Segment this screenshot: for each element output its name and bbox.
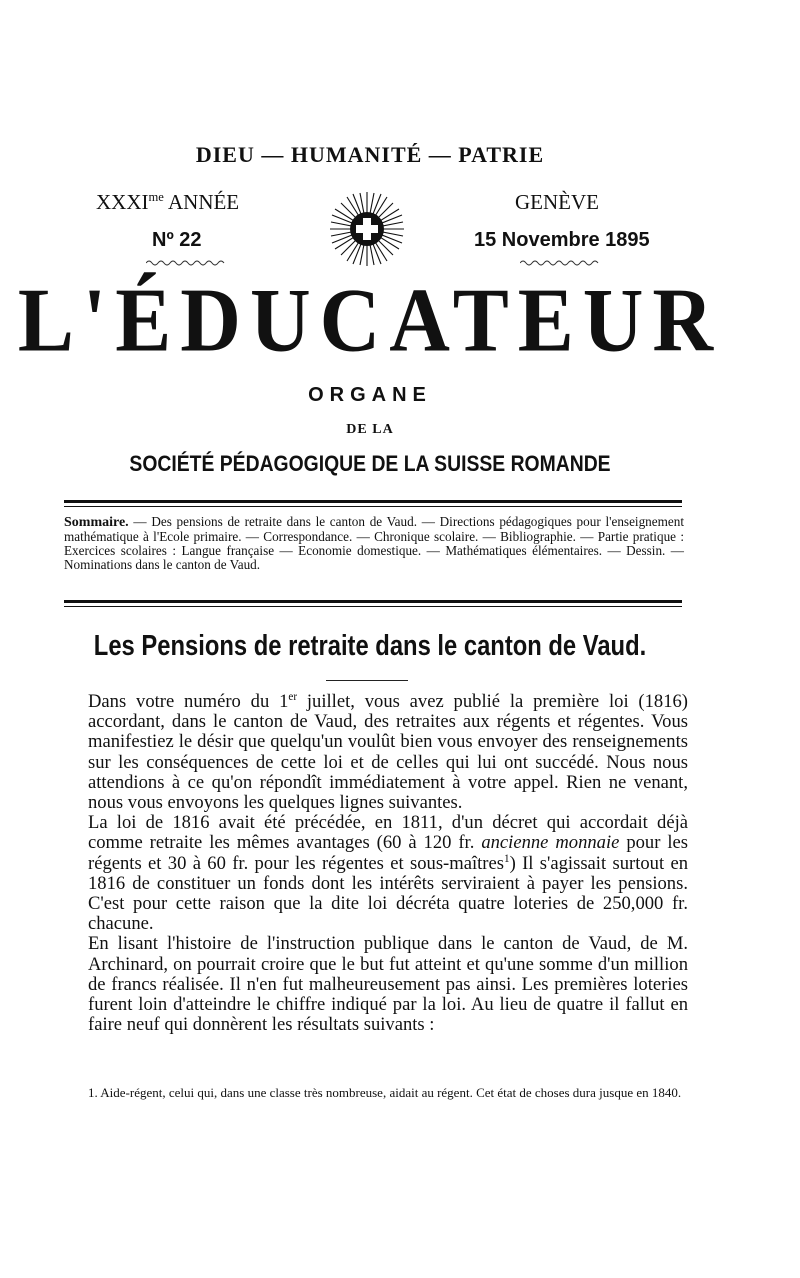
summary xyxy=(64,515,684,572)
divider-top-thin xyxy=(64,506,682,507)
p2-before: La loi de 1816 avait été précédée, en 1811, d'un décret qui accordait déjà comme retraite les mêmes avantages (60 à 120 fr. xyxy=(88,812,688,854)
divider-bottom-thick xyxy=(64,600,682,603)
divider-bottom-thin xyxy=(64,606,682,607)
title-underline xyxy=(326,680,408,681)
paragraph-2 xyxy=(88,813,688,934)
article-body xyxy=(88,692,688,1035)
society-name: SOCIÉTÉ PÉDAGOGIQUE DE LA SUISSE ROMANDE xyxy=(129,451,611,476)
ornament-left xyxy=(146,258,228,268)
de-la-label: DE LA xyxy=(346,422,394,437)
organe-label: ORGANE xyxy=(308,384,432,406)
year-issue xyxy=(96,190,239,215)
p2-after: ) Il s'agissait surtout en 1816 de constituer un fonds dont les intérêts serviraient à payer les pensions. C'est pour cette raison que la dite loi décréta quatre loteries de 250,000 fr. chacune. xyxy=(88,852,689,935)
summary-text: — Des pensions de retraite dans le canton de Vaud. — Directions pédagogiques pour l'enseignement mathématique à l'Ecole primaire. — Correspondance. — Chronique scolaire. — Bibliographie. — Partie pratique : Exercices scolaires : Langue française — Economie domestique. — Mathématiques élémentaires. — Dessin. — Nominations dans le canton de Vaud. xyxy=(64,514,684,572)
paragraph-3: En lisant l'histoire de l'instruction publique dans le canton de Vaud, de M. Archinard, on pourrait croire que le but fut atteint et qu'une somme d'un million de francs réalisée. Il n'en fut malheureusement pas ainsi. Les premières loteries furent loin d'atteindre le chiffre indiqué par la loi. Au lieu de quatre il fallut en faire neuf qui donnèrent les résultats suivants : xyxy=(88,933,688,1036)
issue-date: 15 Novembre 1895 xyxy=(474,229,650,251)
year-label: ANNÉE xyxy=(163,190,240,214)
issue-number: Nº 22 xyxy=(152,229,202,251)
city: GENÈVE xyxy=(515,190,599,214)
swiss-cross-sunburst-icon xyxy=(328,190,406,268)
summary-label: Sommaire. xyxy=(64,515,129,530)
p1-before: Dans votre numéro du 1 xyxy=(88,691,289,712)
p2-italic: ancienne monnaie xyxy=(481,832,620,854)
footnote-ref: 1 xyxy=(503,852,510,865)
p1-sup: er xyxy=(288,690,298,703)
article-title: Les Pensions de retraite dans le canton de Vaud. xyxy=(93,630,647,662)
p1-after: juillet, vous avez publié la première loi (1816) accordant, dans le canton de Vaud, des retraites aux régents et régentes. Vous manifestiez le désir que quelqu'un voulût bien vous envoyer des renseignements sur les conséquences de cette loi et de celles qui lui ont succédé. Nous nous attendions à ce qu'on répondît immédiatement à votre appel. Rien ne venant, nous vous envoyons les quelques lignes suivantes. xyxy=(88,691,688,814)
journal-title: L'ÉDUCATEUR xyxy=(17,270,723,372)
year-suffix: me xyxy=(148,190,164,204)
footnote: 1. Aide-régent, celui qui, dans une classe très nombreuse, aidait au régent. Cet état de choses dura jusque en 1840. xyxy=(88,1085,682,1100)
paragraph-1 xyxy=(88,692,688,813)
year-roman: XXXI xyxy=(96,190,149,214)
motto: DIEU — HUMANITÉ — PATRIE xyxy=(195,142,545,167)
divider-top-thick xyxy=(64,500,682,503)
ornament-right xyxy=(520,258,602,268)
p2-mid: pour les régents et 30 à 60 fr. pour les régentes et sous-maîtres xyxy=(88,832,688,874)
